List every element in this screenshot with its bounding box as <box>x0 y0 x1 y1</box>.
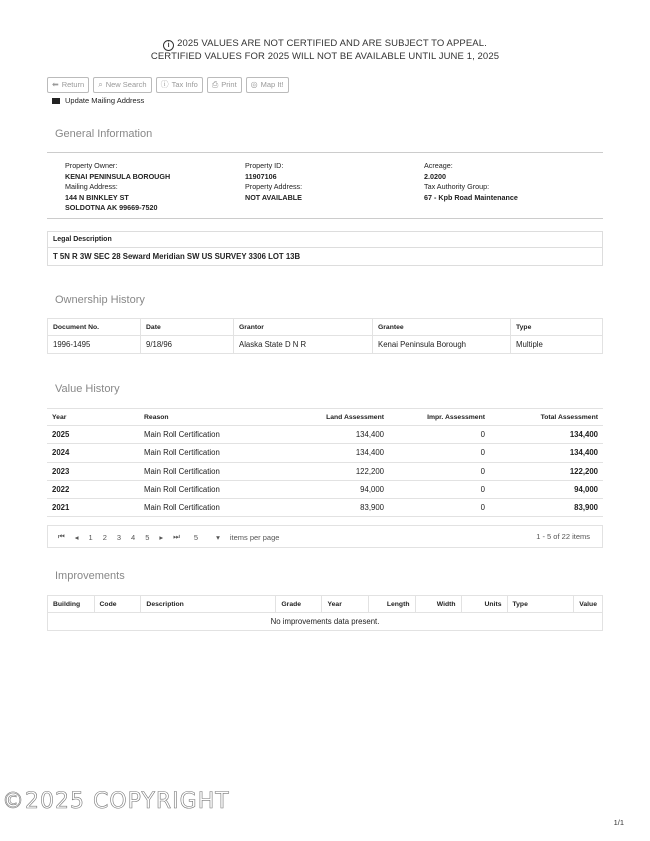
property-id-label: Property ID: <box>245 161 284 170</box>
ownership-table <box>47 318 603 354</box>
notice-line-1: 2025 VALUES ARE NOT CERTIFIED AND ARE SUBJECT TO APPEAL. <box>177 38 487 49</box>
page-5[interactable]: 5 <box>145 532 150 542</box>
owner-label: Property Owner: <box>65 161 118 170</box>
table-row <box>47 444 603 462</box>
total-assessment: 134,400 <box>490 444 603 462</box>
no-data-message: No improvements data present. <box>48 613 603 631</box>
acreage-label: Acreage: <box>424 161 453 170</box>
pager-summary: 1 - 5 of 22 items <box>536 532 590 541</box>
column-header: Length <box>369 596 415 613</box>
envelope-icon <box>52 98 60 104</box>
print-icon: ⎙ <box>211 80 219 89</box>
globe-icon: ◎ <box>250 80 258 89</box>
land-assessment: 134,400 <box>274 426 389 444</box>
reason: Main Roll Certification <box>139 426 274 444</box>
column-header: Units <box>461 596 507 613</box>
tax-authority-label: Tax Authority Group: <box>424 182 490 191</box>
total-assessment: 122,200 <box>490 462 603 480</box>
column-header: Land Assessment <box>274 409 389 426</box>
return-button[interactable]: ⬅ Return <box>47 77 89 93</box>
pagination <box>47 525 603 548</box>
impr-assessment: 0 <box>389 499 490 517</box>
divider <box>47 218 603 219</box>
table-row <box>48 336 603 354</box>
date: 9/18/96 <box>141 336 234 354</box>
reason: Main Roll Certification <box>139 462 274 480</box>
acreage-value: 2.0200 <box>424 171 446 181</box>
value-history-table <box>47 408 603 517</box>
mailing-label: Mailing Address: <box>65 182 118 191</box>
improvements-title: Improvements <box>55 570 125 582</box>
next-page-icon[interactable]: ▸ <box>159 532 164 542</box>
type: Multiple <box>511 336 603 354</box>
page-number: 1/1 <box>613 818 624 827</box>
tax-info-button[interactable]: ⓘ Tax Info <box>156 77 203 93</box>
map-it-button[interactable]: ◎ Map It! <box>246 77 289 93</box>
column-header: Description <box>141 596 276 613</box>
year: 2021 <box>47 499 139 517</box>
column-header: Year <box>47 409 139 426</box>
column-header: Building <box>48 596 95 613</box>
first-page-icon[interactable]: ⏮ <box>58 532 65 541</box>
info-circle-icon: ⓘ <box>160 80 169 89</box>
copyright-watermark: ©2025 COPYRIGHT <box>2 789 230 814</box>
document-no: 1996-1495 <box>48 336 141 354</box>
column-header: Type <box>511 319 603 336</box>
column-header: Code <box>94 596 141 613</box>
column-header: Total Assessment <box>490 409 603 426</box>
tax-authority-value: 67 - Kpb Road Maintenance <box>424 192 518 202</box>
column-header: Type <box>507 596 574 613</box>
grantee: Kenai Peninsula Borough <box>373 336 511 354</box>
appeal-notice <box>0 38 650 63</box>
year: 2023 <box>47 462 139 480</box>
land-assessment: 134,400 <box>274 444 389 462</box>
search-icon: ⌕ <box>98 80 103 89</box>
column-header: Grantee <box>373 319 511 336</box>
table-row <box>48 613 603 631</box>
year: 2022 <box>47 480 139 498</box>
column-header: Width <box>415 596 461 613</box>
arrow-left-icon: ⬅ <box>52 80 59 89</box>
value-history-title: Value History <box>55 383 120 395</box>
update-mailing-link[interactable]: Update Mailing Address <box>52 96 144 105</box>
column-header: Value <box>574 596 603 613</box>
property-id-value: 11907106 <box>245 171 277 181</box>
improvements-table <box>47 595 603 631</box>
notice-line-2: CERTIFIED VALUES FOR 2025 WILL NOT BE AVAILABLE UNTIL JUNE 1, 2025 <box>150 51 500 62</box>
impr-assessment: 0 <box>389 444 490 462</box>
general-information-title: General Information <box>55 128 153 140</box>
ownership-history-title: Ownership History <box>55 294 145 306</box>
legal-description-box <box>47 231 603 266</box>
items-per-page-label: items per page <box>229 532 280 542</box>
new-search-button[interactable]: ⌕ New Search <box>93 77 151 93</box>
grantor: Alaska State D N R <box>234 336 373 354</box>
toolbar <box>47 77 289 93</box>
owner-value: KENAI PENINSULA BOROUGH <box>65 171 171 181</box>
land-assessment: 83,900 <box>274 499 389 517</box>
total-assessment: 94,000 <box>490 480 603 498</box>
column-header: Grade <box>276 596 322 613</box>
property-address-value: NOT AVAILABLE <box>245 192 302 202</box>
table-row <box>47 462 603 480</box>
column-header: Grantor <box>234 319 373 336</box>
divider <box>47 152 603 153</box>
table-row <box>47 426 603 444</box>
column-header: Document No. <box>48 319 141 336</box>
column-header: Impr. Assessment <box>389 409 490 426</box>
column-header: Date <box>141 319 234 336</box>
year: 2025 <box>47 426 139 444</box>
reason: Main Roll Certification <box>139 480 274 498</box>
land-assessment: 94,000 <box>274 480 389 498</box>
impr-assessment: 0 <box>389 426 490 444</box>
total-assessment: 83,900 <box>490 499 603 517</box>
caret-down-icon: ▾ <box>216 532 220 542</box>
reason: Main Roll Certification <box>139 499 274 517</box>
legal-description-label: Legal Description <box>48 232 602 248</box>
last-page-icon[interactable]: ⏭ <box>173 532 180 541</box>
table-row <box>47 499 603 517</box>
total-assessment: 134,400 <box>490 426 603 444</box>
impr-assessment: 0 <box>389 462 490 480</box>
year: 2024 <box>47 444 139 462</box>
print-button[interactable]: ⎙ Print <box>207 77 242 93</box>
prev-page-icon[interactable]: ◂ <box>74 532 79 542</box>
mailing-line-1: 144 N BINKLEY ST <box>65 192 129 202</box>
column-header: Year <box>322 596 369 613</box>
reason: Main Roll Certification <box>139 444 274 462</box>
legal-description-value: T 5N R 3W SEC 28 Seward Meridian SW US SURVEY 3306 LOT 13B <box>53 252 301 261</box>
page-3[interactable]: 3 <box>116 532 122 542</box>
property-address-label: Property Address: <box>245 182 303 191</box>
land-assessment: 122,200 <box>274 462 389 480</box>
page-4[interactable]: 4 <box>131 532 136 542</box>
impr-assessment: 0 <box>389 480 490 498</box>
info-icon: i <box>163 40 174 51</box>
page-size-select[interactable]: 5 ▾ <box>193 532 220 542</box>
mailing-line-2: SOLDOTNA AK 99669-7520 <box>65 203 158 212</box>
table-row <box>47 480 603 498</box>
column-header: Reason <box>139 409 274 426</box>
page-1[interactable]: 1 <box>88 532 93 542</box>
page-2[interactable]: 2 <box>102 532 107 542</box>
